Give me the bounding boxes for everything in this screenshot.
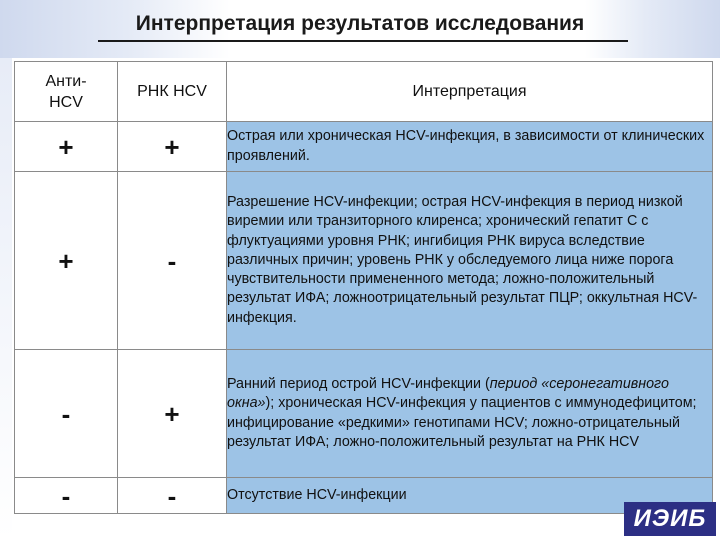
interp-text-pre: Ранний период острой HCV-инфекции ( [227, 375, 490, 392]
table-row [15, 172, 713, 350]
cell-rna-hcv: - [118, 172, 227, 350]
interp-text-italic: период «серонегативного окна» [227, 375, 669, 412]
title-underline [98, 40, 628, 42]
table-row [15, 350, 713, 478]
interpretation-table [14, 61, 713, 514]
slide-title: Интерпретация результатов исследования [135, 12, 585, 35]
cell-rna-hcv: + [118, 350, 227, 478]
cell-interpretation: Отсутствие HCV-инфекции [227, 478, 713, 514]
left-decoration [0, 58, 12, 540]
cell-anti-hcv: + [15, 122, 118, 172]
table-header-row [15, 62, 713, 122]
cell-anti-hcv: + [15, 172, 118, 350]
table-row [15, 122, 713, 172]
cell-interpretation [227, 350, 713, 478]
header-rna-hcv: РНК HCV [118, 62, 227, 122]
cell-rna-hcv: + [118, 122, 227, 172]
header-anti-hcv: Анти-HCV [15, 62, 118, 122]
institute-logo: ИЭИБ [624, 502, 716, 536]
header-interpretation: Интерпретация [227, 62, 713, 122]
cell-rna-hcv: - [118, 478, 227, 514]
cell-anti-hcv: - [15, 350, 118, 478]
table-row [15, 478, 713, 514]
cell-interpretation: Разрешение HCV-инфекции; острая HCV-инфекция в период низкой виремии или транзиторного клиренса; хронический гепатит С с флуктуациями уровня РНК; ингибиция РНК вируса вследствие различных причин; уровень РНК у обследуемого лица ниже порога чувствительности примененного метода; ложно-положительный результат ИФА; ложноотрицательный результат ПЦР; оккультная HCV-инфекция. [227, 172, 713, 350]
cell-anti-hcv: - [15, 478, 118, 514]
cell-interpretation: Острая или хроническая HCV-инфекция, в зависимости от клинических проявлений. [227, 122, 713, 172]
interp-text-post: ); хроническая HCV-инфекция у пациентов с иммунодефицитом; инфицирование «редкими» генотипами HCV; ложно-отрицательный результат ИФА; ложно-положительный результат на РНК HCV [227, 395, 697, 450]
